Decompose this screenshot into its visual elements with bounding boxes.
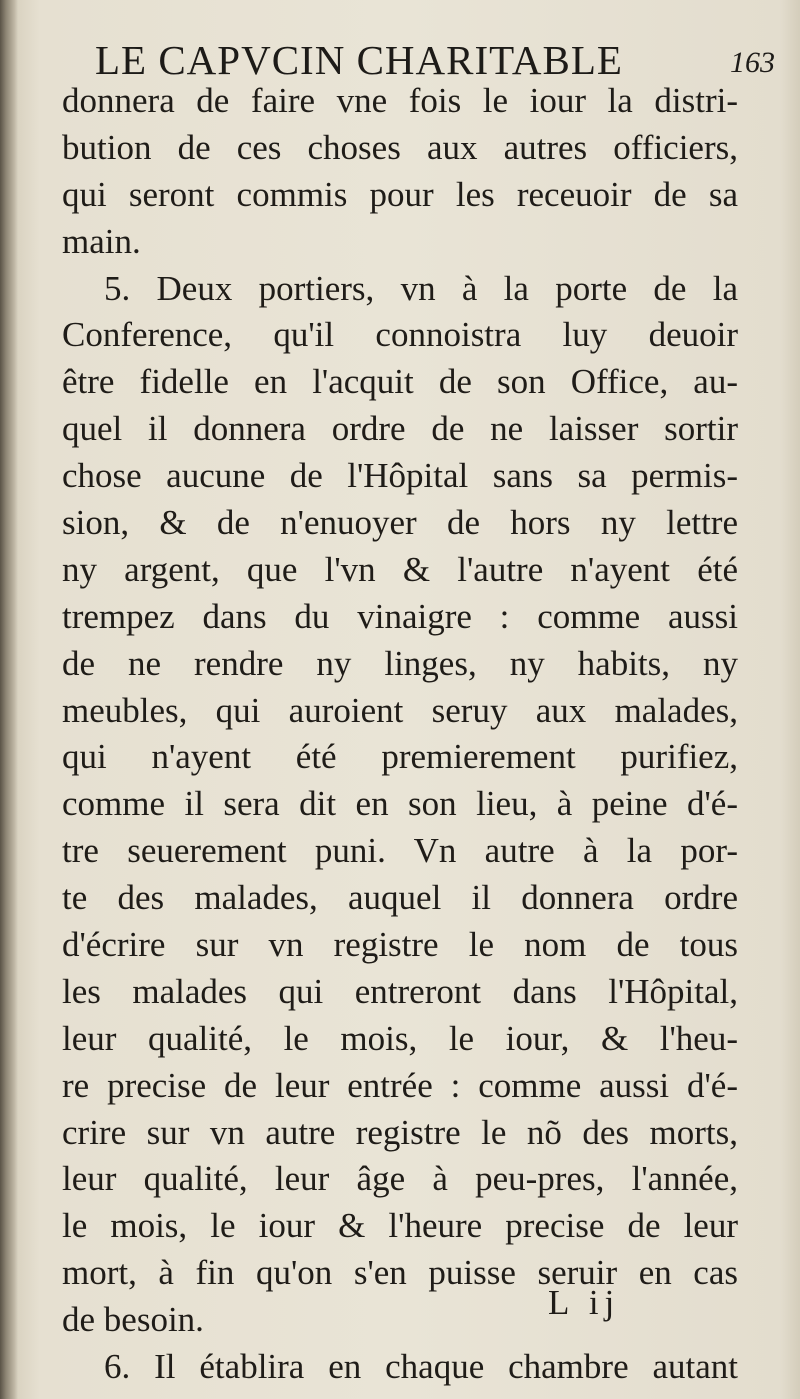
text-line: 5. Deux portiers, vn à la porte de la <box>104 268 738 308</box>
text-line: te des malades, auquel il donnera ordre <box>62 878 738 918</box>
text-line: crire sur vn autre registre le nõ des morts, <box>62 1112 738 1152</box>
text-line: de ne rendre ny linges, ny habits, ny <box>62 643 738 683</box>
text-line: les malades qui entreront dans l'Hôpital, <box>62 971 738 1011</box>
text-line: bution de ces choses aux autres officiers, <box>62 127 738 167</box>
signature-mark: L ij <box>548 1283 621 1322</box>
text-line: qui n'ayent été premierement purifiez, <box>62 737 738 777</box>
text-line: tre seuerement puni. Vn autre à la por- <box>62 831 738 871</box>
text-line: comme il sera dit en son lieu, à peine d'é- <box>62 784 738 824</box>
text-line: être fidelle en l'acquit de son Office, au- <box>62 362 738 402</box>
text-line: sion, & de n'enuoyer de hors ny lettre <box>62 503 738 543</box>
body-text <box>62 78 738 1391</box>
text-line: donnera de faire vne fois le iour la distri- <box>62 81 738 120</box>
text-line: mort, à fin qu'on s'en puisse seruir en cas <box>62 1253 738 1293</box>
text-line: trempez dans du vinaigre : comme aussi <box>62 596 738 636</box>
text-line: qui seront commis pour les receuoir de sa <box>62 174 738 214</box>
running-title: LE CAPVCIN CHARITABLE <box>95 37 623 83</box>
text-line: ny argent, que l'vn & l'autre n'ayent été <box>62 549 738 589</box>
text-line: Conference, qu'il connoistra luy deuoir <box>62 315 738 355</box>
text-line: quel il donnera ordre de ne laisser sortir <box>62 409 738 449</box>
text-line: leur qualité, le mois, le iour, & l'heu- <box>62 1018 738 1058</box>
text-line: de besoin. <box>62 1300 204 1340</box>
text-line: 6. Il établira en chaque chambre autant <box>104 1347 738 1387</box>
page-number: 163 <box>730 46 775 79</box>
text-line: main. <box>62 221 141 261</box>
text-line: leur qualité, leur âge à peu-pres, l'année, <box>62 1159 738 1199</box>
text-line: le mois, le iour & l'heure precise de leur <box>62 1206 738 1246</box>
text-line: re precise de leur entrée : comme aussi d'é- <box>62 1065 738 1105</box>
text-line: chose aucune de l'Hôpital sans sa permis- <box>62 456 738 496</box>
page-binding-shadow <box>0 0 18 1399</box>
text-line: meubles, qui auroient seruy aux malades, <box>62 690 738 730</box>
text-line: d'écrire sur vn registre le nom de tous <box>62 925 738 965</box>
